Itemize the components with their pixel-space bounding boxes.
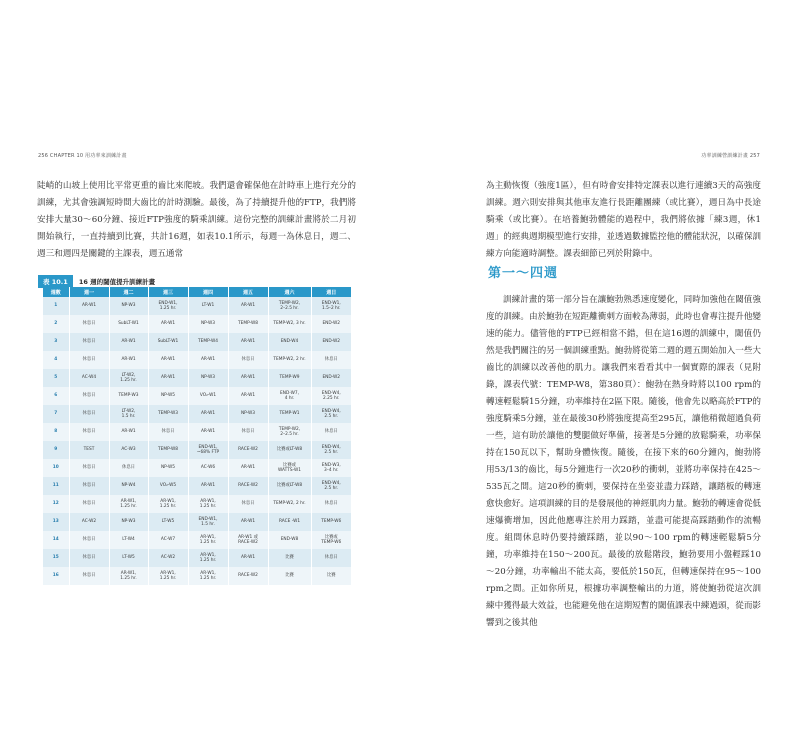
table-cell: TEMP-W1 [268,405,311,423]
table-cell: 休息日 [311,549,351,567]
week-number-cell: 15 [43,549,69,567]
table-cell: 休息日 [311,351,351,369]
table-cell: AR-W1, 1.25 hr. [148,567,188,585]
table-cell: AR-W1 [69,297,109,315]
table-cell: NP-W3 [109,297,148,315]
right-page [400,0,800,744]
table-cell: AR-W1 [228,369,268,387]
table-cell: 休息日 [228,495,268,513]
table-cell: 休息日 [228,351,268,369]
table-row [43,387,351,405]
right-body-paragraph-2: 訓練計畫的第一部分旨在讓鮑勃熟悉速度變化，同時加強他在閾值強度的訓練。由於鮑勃在短距離衝刺方面較為薄弱，此時也會專注提升他變速的能力。儘管他的FTP已經相當不錯，但在這16週的訓練中，閾值仍然是我們關注的另一個訓練重點。鮑勃將從第二週的週五開始加入一些大齒比的訓練以改善他的肌力。讓我們來看看其中一個實際的課表（見附錄，課表代號：TEMP-W8，第380頁）：鮑勃在熱身時將以100 rpm的轉速輕鬆騎15分鐘，功率維持在2區下限。隨後，他會先以略高於FTP的強度騎乘5分鐘，並在最後30秒將強度提高至295瓦，讓他稍微超過負荷一些，這有助於讓他的雙腿做好準備，接著是5分鐘的放鬆騎乘，功率保持在150瓦以下，幫助身體恢復。隨後，在接下來的60分鐘內，鮑勃將用53/13的齒比，每5分鐘進行一次20秒的衝刺，並將功率保持在425～535瓦之間。這20秒的衝刺，要保持在坐姿並盡力踩踏，讓踏板的轉速愈快愈好。這項訓練的目的是發展他的神經肌肉力量。鮑勃的轉速會從低速爆衝增加，因此他應專注於用力踩踏，並盡可能提高踩踏動作的流暢度。組間休息時仍要持續踩踏，並以90～100 rpm的轉速輕鬆騎5分鐘，功率維持在150～200瓦。最後的放鬆階段，鮑勃要用小盤輕踩10～20分鐘，功率輸出不能太高，要低於150瓦，但轉速保持在95～100 rpm之間。正如你所見，根據功率調整輸出的力道，將使鮑勃從這次訓練中獲得最大效益，也能避免他在這期短暫的閾值課表中練過頭，從而影響到之後其他 [486,295,762,628]
table-cell: TEMP-W8 [148,441,188,459]
table-cell: TEMP-W3 [148,405,188,423]
header-tue: 週二 [109,287,148,297]
table-cell: AR-W1, 1.25 hr. [148,495,188,513]
table-cell: AR-W1 [109,423,148,441]
table-cell: 休息日 [69,315,109,333]
table-cell: END-W2 [311,369,351,387]
table-cell: TEMP-W3 [109,387,148,405]
table-cell: 休息日 [69,459,109,477]
table-cell: AC-W7 [148,531,188,549]
table-cell: AR-W1, 1.25 hr. [109,495,148,513]
table-cell: NP-W5 [148,459,188,477]
table-row [43,423,351,441]
table-cell: SubLT-W1 [148,333,188,351]
table-cell: RACE-W2 [228,567,268,585]
table-cell: 休息日 [69,405,109,423]
table-row [43,477,351,495]
table-cell: END-W4, 2.5 hr. [311,477,351,495]
table-cell: AR-W1 [228,549,268,567]
table-cell: AR-W1, 1.25 hr. [188,567,228,585]
table-row [43,441,351,459]
table-cell: AR-W1, 1.25 hr. [188,531,228,549]
table-cell: 比賽或 TEMP-W6 [311,531,351,549]
week-number-cell: 5 [43,369,69,387]
week-number-cell: 12 [43,495,69,513]
table-cell: SubLT-W1 [109,315,148,333]
table-header-row [43,287,351,297]
week-number-cell: 9 [43,441,69,459]
table-row [43,315,351,333]
table-cell: TEMP-W2, 3 hr. [268,315,311,333]
table-cell: AC-W2 [69,513,109,531]
table-cell: LT-W4 [109,531,148,549]
table-cell: AR-W1 [188,351,228,369]
right-body-paragraph-1: 為主動恢復（強度1區），但有時會安排特定課表以進行連續3天的高強度訓練。週六則安排與其他車友進行長距離團練（或比賽），週日為中長途騎乘（或比賽）。在培養鮑勃體能的過程中，我們將依據「練3週，休1週」的經典週期模型進行安排，並透過數據監控他的體能狀況，以確保訓練方向能適時調整。課表細節已列於附錄中。 [486,181,762,259]
table-cell: AR-W1, 1.25 hr. [188,549,228,567]
table-cell: TEMP-W2, 2 hr. [268,495,311,513]
table-cell: 比賽或LT-W8 [268,477,311,495]
header-wed: 週三 [148,287,188,297]
table-cell: RACE-W2 [228,441,268,459]
table-cell: END-W1, 1.5–2 hr. [311,297,351,315]
table-row [43,297,351,315]
table-cell: TEMP-W9 [268,369,311,387]
table-cell: VO₂-W1 [188,387,228,405]
header-mon: 週一 [69,287,109,297]
table-cell: 休息日 [109,459,148,477]
week-number-cell: 13 [43,513,69,531]
table-cell: LT-W5 [109,549,148,567]
header-sun: 週日 [311,287,351,297]
table-row [43,333,351,351]
table-cell: LT-W2, 1.25 hr. [109,369,148,387]
week-number-cell: 4 [43,351,69,369]
header-fri: 週五 [228,287,268,297]
table-cell: RACE-W2 [228,477,268,495]
week-number-cell: 8 [43,423,69,441]
table-cell: 休息日 [69,567,109,585]
table-row [43,351,351,369]
table-cell: 休息日 [69,549,109,567]
table-cell: TEMP-W2, 2 hr. [268,351,311,369]
table-cell: AR-W1 [228,387,268,405]
table-cell: AR-W1, 1.25 hr. [109,567,148,585]
table-cell: AC-W4 [69,369,109,387]
table-cell: 比賽 [311,567,351,585]
section-heading: 第一～四週 [488,266,559,281]
left-body-paragraph: 陡峭的山坡上使用比平常更重的齒比來爬坡。我們還會確保他在計時車上進行充分的訓練，尤其會強調短時間大齒比的計時測驗。最後，為了持續提升他的FTP，我們將安排大量30～60分鐘、接近FTP強度的騎乘訓練。這份完整的訓練計畫將於二月初開始執行，一直持續到比賽，共計16週，如表10.1所示，每週一為休息日，週二、週三和週四是關鍵的主課表，週五通常 [37,181,356,259]
table-cell: AR-W1 [148,351,188,369]
table-cell: END-W1, 1.25 hr. [148,297,188,315]
table-cell: 休息日 [148,423,188,441]
table-cell: AR-W1 [228,333,268,351]
training-plan-table [43,287,351,585]
table-cell: 休息日 [311,423,351,441]
table-row [43,369,351,387]
table-cell: AR-W1 [148,315,188,333]
table-number-badge: 表 10.1 [38,275,73,288]
table-cell: END-W7, 4 hr. [268,387,311,405]
table-cell: END-W4, 2.5 hr. [311,441,351,459]
table-cell: VO₂-W5 [148,477,188,495]
table-cell: NP-W3 [109,513,148,531]
table-cell: AR-W1 [228,297,268,315]
table-cell: END-W1, 1.5 hr. [188,513,228,531]
table-cell: 休息日 [69,477,109,495]
table-cell: AR-W1 或 RACE-W2 [228,531,268,549]
table-body [43,297,351,585]
table-cell: NP-W3 [188,369,228,387]
table-cell: RACE -W1 [268,513,311,531]
table-cell: NP-W4 [109,477,148,495]
table-cell: AR-W1 [109,351,148,369]
table-cell: AR-W1 [109,333,148,351]
table-cell: AR-W1 [188,477,228,495]
table-cell: NP-W3 [188,315,228,333]
table-cell: 比賽 [268,567,311,585]
table-row [43,567,351,585]
right-running-head: 功率訓練營訓練計畫 257 [701,153,760,159]
table-cell: 休息日 [69,387,109,405]
week-number-cell: 6 [43,387,69,405]
week-number-cell: 2 [43,315,69,333]
table-cell: AR-W1 [228,459,268,477]
table-cell: TEMP-W8 [228,315,268,333]
table-cell: END-W2 [311,333,351,351]
table-cell: 比賽或LT-W8 [268,441,311,459]
table-cell: END-W4 [268,333,311,351]
table-cell: 休息日 [69,531,109,549]
table-cell: END-W8 [268,531,311,549]
table-cell: AR-W1, 1.25 hr. [188,495,228,513]
week-number-cell: 7 [43,405,69,423]
week-number-cell: 16 [43,567,69,585]
table-cell: AR-W1 [228,513,268,531]
table-cell: TEMP-W6 [311,513,351,531]
table-cell: END-W4, 2.25 hr. [311,387,351,405]
table-title: 16 週的閾值提升訓練計畫 [78,278,156,286]
table-cell: NP-W3 [228,405,268,423]
table-cell: 比賽 [268,549,311,567]
table-cell: 休息日 [69,333,109,351]
table-row [43,459,351,477]
table-cell: AR-W1 [188,423,228,441]
table-cell: 休息日 [69,423,109,441]
table-cell: 休息日 [228,423,268,441]
table-cell: TEMP-W4 [188,333,228,351]
table-cell: 休息日 [69,495,109,513]
table-cell: TEST [69,441,109,459]
table-cell: 休息日 [69,351,109,369]
week-number-cell: 11 [43,477,69,495]
table-cell: AC-W6 [188,459,228,477]
table-cell: END-W2 [311,315,351,333]
table-cell: AC-W2 [148,549,188,567]
table-cell: LT-W5 [148,513,188,531]
table-cell: TEMP-W2, 2–2.5 hr. [268,423,311,441]
week-number-cell: 10 [43,459,69,477]
week-number-cell: 14 [43,531,69,549]
header-week: 週數 [43,287,69,297]
table-row [43,513,351,531]
table-cell: 休息日 [311,495,351,513]
table-cell: NP-W5 [148,387,188,405]
week-number-cell: 1 [43,297,69,315]
table-cell: END-W4, 2.5 hr. [311,405,351,423]
table-cell: LT-W2, 1.5 hr. [109,405,148,423]
week-number-cell: 3 [43,333,69,351]
table-cell: AC-W3 [109,441,148,459]
table-row [43,531,351,549]
table-cell: 比賽或 WATTS-W1 [268,459,311,477]
table-cell: AR-W1 [148,369,188,387]
table-cell: AR-W1 [188,405,228,423]
table-cell: LT-W1 [188,297,228,315]
left-running-head: 256 CHAPTER 10 用功率來訓練計畫 [38,153,127,159]
table-cell: TEMP-W2, 2–2.5 hr. [268,297,311,315]
table-row [43,549,351,567]
header-sat: 週六 [268,287,311,297]
table-row [43,405,351,423]
table-cell: END-W1, ~68% FTP [188,441,228,459]
table-cell: END-W3, 3–4 hr. [311,459,351,477]
header-thu: 週四 [188,287,228,297]
table-row [43,495,351,513]
